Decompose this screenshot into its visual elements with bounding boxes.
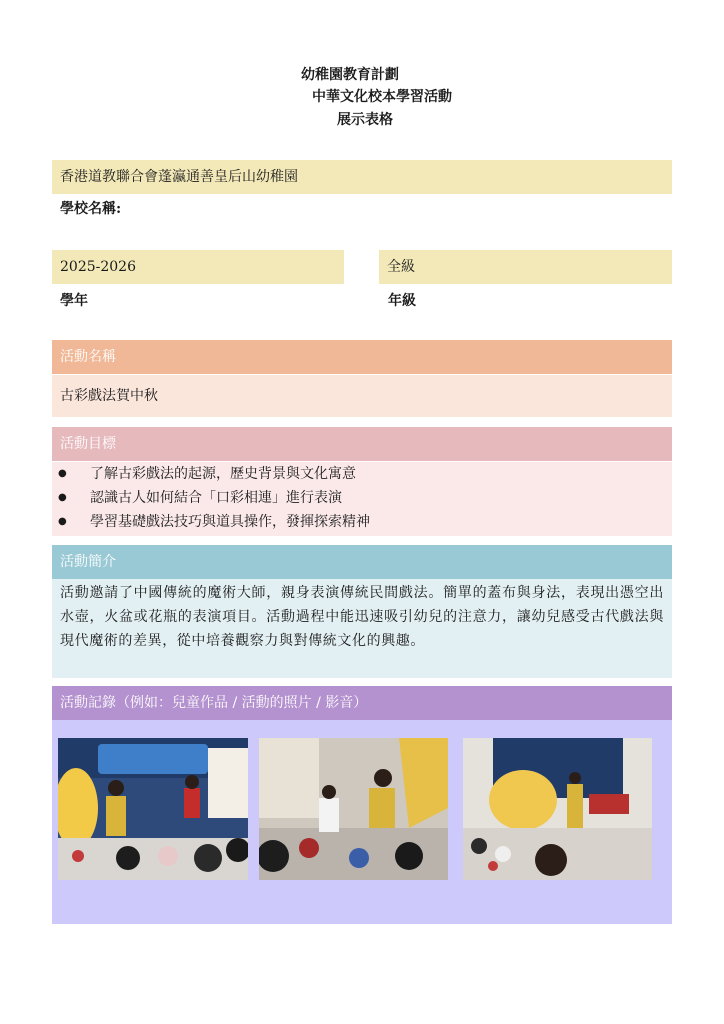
- bullet-icon: ●: [58, 492, 67, 503]
- document-subtitle: 中華文化校本學習活動: [312, 89, 452, 105]
- document-form-title: 展示表格: [337, 112, 393, 128]
- objective-text: 學習基礎戲法技巧與道具操作，發揮探索精神: [90, 514, 370, 530]
- activity-photo-3: [463, 738, 652, 880]
- school-name-field: 香港道教聯合會蓬瀛通善皇后山幼稚園: [52, 160, 672, 194]
- document-title: 幼稚園教育計劃: [301, 67, 399, 83]
- grade-field: 全級: [379, 250, 672, 284]
- intro-header: 活動簡介: [52, 545, 672, 579]
- activity-photo-1: [58, 738, 248, 880]
- objectives-list: [52, 462, 672, 534]
- bullet-icon: ●: [58, 516, 67, 527]
- objective-text: 認識古人如何結合「口彩相連」進行表演: [90, 490, 342, 506]
- activity-name-value: 古彩戲法賀中秋: [52, 375, 672, 417]
- objectives-header: 活動目標: [52, 427, 672, 461]
- objectives-body: [52, 462, 672, 536]
- objective-text: 了解古彩戲法的起源，歷史背景與文化寓意: [90, 466, 356, 482]
- record-header: 活動記錄（例如：兒童作品 / 活動的照片 / 影音）: [52, 686, 672, 720]
- activity-name-header: 活動名稱: [52, 340, 672, 374]
- activity-photo-2: [259, 738, 448, 880]
- list-item: [52, 462, 672, 486]
- intro-text: 活動邀請了中國傳統的魔術大師，親身表演傳統民間戲法。簡單的蓋布與身法，表現出憑空出水壺，火盆或花瓶的表演項目。活動過程中能迅速吸引幼兒的注意力，讓幼兒感受古代戲法與現代魔術的差異，從中培養觀察力與對傳統文化的興趣。: [52, 579, 672, 678]
- grade-label: 年級: [388, 293, 416, 309]
- school-year-field: 2025-2026: [52, 250, 344, 284]
- school-year-label: 學年: [60, 293, 88, 309]
- school-name-label: 學校名稱:: [60, 201, 122, 217]
- list-item: [52, 486, 672, 510]
- bullet-icon: ●: [58, 468, 67, 479]
- list-item: [52, 510, 672, 534]
